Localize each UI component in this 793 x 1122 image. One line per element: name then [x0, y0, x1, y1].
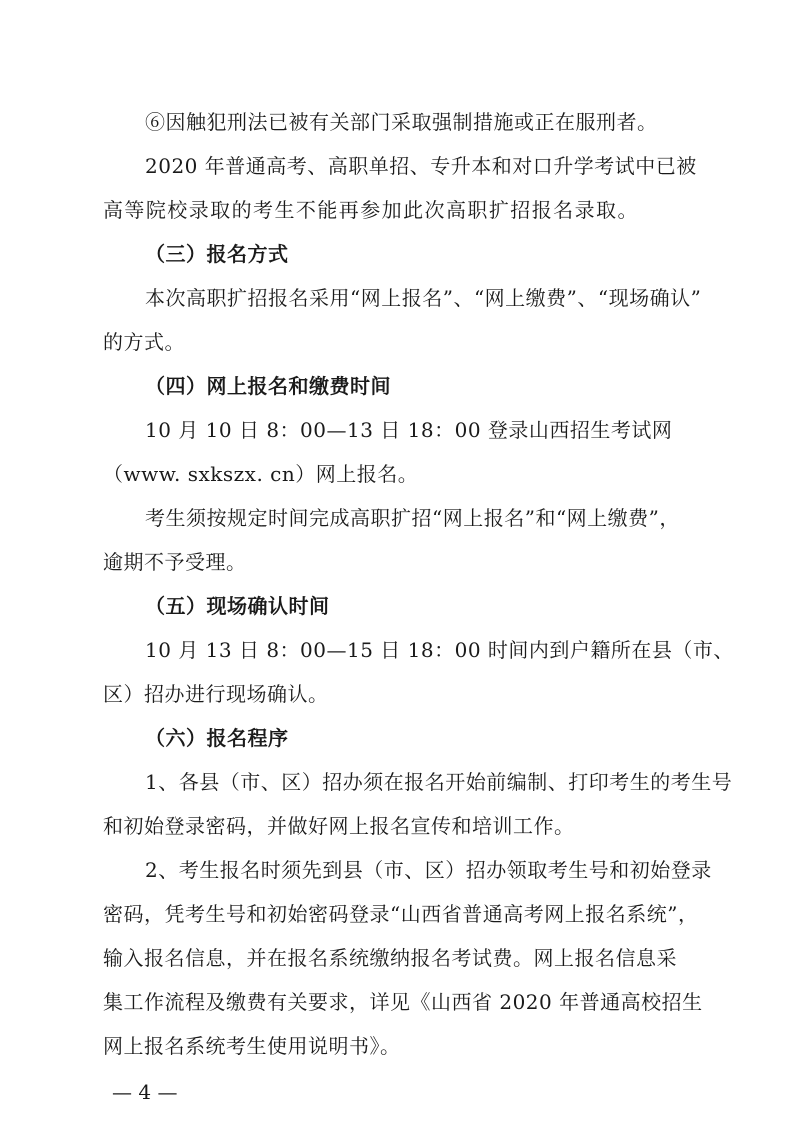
paragraph-line: 集工作流程及缴费有关要求，详见《山西省 2020 年普通高校招生 — [103, 990, 703, 1014]
paragraph-line: 输入报名信息，并在报名系统缴纳报名考试费。网上报名信息采 — [103, 946, 677, 970]
section-heading: （三）报名方式 — [145, 242, 289, 266]
section-heading: （五）现场确认时间 — [145, 594, 330, 618]
paragraph-line: 1、各县（市、区）招办须在报名开始前编制、打印考生的考生号 — [145, 770, 733, 794]
paragraph-line: 和初始登录密码，并做好网上报名宣传和培训工作。 — [103, 814, 575, 838]
paragraph-line: ⑥因触犯刑法已被有关部门采取强制措施或正在服刑者。 — [145, 110, 658, 134]
paragraph-line: 逾期不予受理。 — [103, 550, 247, 574]
section-heading: （四）网上报名和缴费时间 — [145, 374, 391, 398]
section-heading: （六）报名程序 — [145, 726, 289, 750]
paragraph-line: 10 月 13 日 8：00—15 日 18：00 时间内到户籍所在县（市、 — [145, 638, 734, 662]
paragraph-line: 2、考生报名时须先到县（市、区）招办领取考生号和初始登录 — [145, 858, 712, 882]
paragraph-line: 高等院校录取的考生不能再参加此次高职扩招报名录取。 — [103, 198, 638, 222]
paragraph-line: 考生须按规定时间完成高职扩招“网上报名”和“网上缴费”， — [145, 506, 680, 530]
page-number: — 4 — — [112, 1080, 178, 1104]
paragraph-line: 区）招办进行现场确认。 — [103, 682, 329, 706]
paragraph-line: 本次高职扩招报名采用“网上报名”、“网上缴费”、“现场确认” — [145, 286, 702, 310]
paragraph-line: 2020 年普通高考、高职单招、专升本和对口升学考试中已被 — [145, 154, 697, 178]
paragraph-line: 密码，凭考生号和初始密码登录“山西省普通高考网上报名系统”， — [103, 902, 699, 926]
paragraph-line: 网上报名系统考生使用说明书》。 — [103, 1034, 401, 1058]
paragraph-line: （www. sxkszx. cn）网上报名。 — [103, 462, 419, 486]
paragraph-line: 10 月 10 日 8：00—13 日 18：00 登录山西招生考试网 — [145, 418, 673, 442]
paragraph-line: 的方式。 — [103, 330, 185, 354]
